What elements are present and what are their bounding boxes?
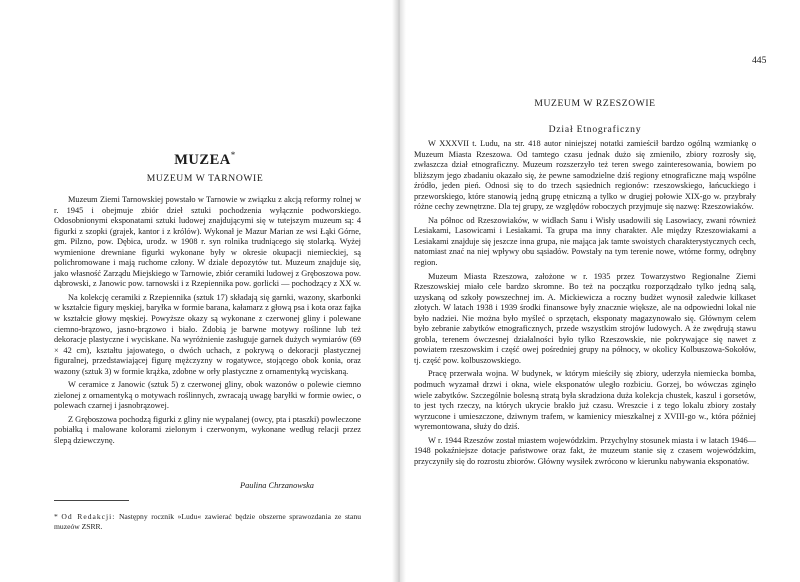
tarnow-article xyxy=(54,195,361,447)
paragraph: W r. 1944 Rzeszów został miastem wojewódzkim. Przychylny stosunek miasta i w latach 1946—1948 pokaźniejsze dotacje państwowe oraz fakt, że muzeum stanie się z czasem wojewódzkim, przyczyniły się do rozrostu zbiorów. Główny wysiłek zwrócono w kierunku nabywania eksponatów. xyxy=(414,435,756,466)
paragraph: Muzeum Ziemi Tarnowskiej powstało w Tarnowie w związku z akcją reformy rolnej w r. 1945 i obejmuje zbiór dzieł sztuki pochodzenia wyłącznie podworskiego. Odosobnionymi eksponatami sztuki ludowej znajdującymi się w tutejszym muzeum są: 4 figurki z szopki (grajek, kantor i z królów). Wykonał je Mazur Marian ze wsi Łąki Górne, gm. Pilzno, pow. Dębica, urodz. w 1908 r. syn rolnika trudniącego się stolarką. Wyżej wymienione drewniane figurki wykonane były w okresie okupacji niemieckiej, są polichromowane i mają ruchome człony. W dziale depozytów tut. Muzeum znajduje się, jako własność Zarządu Miejskiego w Tarnowie, zbiór ceramiki ludowej z Gręboszowa pow. dąbrowski, z Janowic pow. tarnowski i z Rzepiennika pow. gorlicki — pochodzący z XX w. xyxy=(54,195,362,289)
paragraph: Z Gręboszowa pochodzą figurki z gliny nie wypalanej (owcy, pta i ptaszki) powleczone pobiałką i malowane kolorami zielonym i czerwonym, wykonane według relacji przez ślepą dziewczynę. xyxy=(54,414,362,446)
right-page xyxy=(400,0,800,582)
footnote-divider xyxy=(54,500,129,501)
author-signature: Paulina Chrzanowska xyxy=(240,481,314,490)
museum-heading-rzeszow: MUZEUM W RZESZOWIE xyxy=(534,98,656,109)
page-number: 445 xyxy=(752,55,767,66)
paragraph: W XXXVII t. Ludu, na str. 418 autor niniejszej notatki zamieścił bardzo ogólną wzmiankę o Muzeum Miasta Rzeszowa. Od tamtego czasu jednak dużo się zmieniło, zbiory rozrosły się, zwłaszcza dział etnograficzny. Muzeum rozszerzyło też teren swego zainteresowania, bowiem po bliższym jego zbadaniu okazało się, że pewne samodzielne dziś regiony etnograficzne mają wspólne źródło, jeden pień. Odnosi się to do trzech sąsiednich regionów: rzeszowskiego, łańcuckiego i przeworskiego, które stanowią jedną grupę etniczną a tylko w drugiej połowie XIX-go w. przybrały różne cechy zewnętrzne. Dla tej grupy, ze względów roboczych przyjmuje się nazwę: Rzeszowiaków. xyxy=(414,139,756,212)
paragraph: Muzeum Miasta Rzeszowa, założone w r. 1935 przez Towarzystwo Regionalne Ziemi Rzeszowskiej miało cele bardzo skromne. Bo też na początku rozporządzało tylko jedną salą, uzyskaną od szkoły powszechnej im. A. Mickiewicza a roczny budżet wynosił zaledwie kilkaset złotych. W latach 1938 i 1939 środki finansowe były znacznie większe, ale na odpowiedni lokal nie było nadziei. Nie można było myśleć o sprzętach, eksponaty magazynowało się. Głównym celem było zebranie zabytków etnograficznych, przede wszystkim strojów ludowych. A że zwędrują stawu grobla, terenem ówczesnej działalności było tylko Rzeszowskie, nie pokrywające się nawet z powiatem rzeszowskim i część owej pośredniej grupy na północy, w okolicy Kolbuszowa-Sokołów, tj. część pow. kolbuszowskiego. xyxy=(414,271,756,365)
footnote xyxy=(54,512,361,531)
footnote-mark: * xyxy=(54,512,58,521)
paragraph: Na kolekcję ceramiki z Rzepiennika (sztuk 17) składają się garnki, wazony, skarbonki w kształcie figury męskiej, baryłka w formie barana, kałamarz z głową psa i kota oraz fajka w kształcie głowy męskiej. Powyższe okazy są wykonane z czerwonej gliny i polewane ciemno-brązowo, jasno-brązowo i biało. Zdobią je barwne motywy roślinne lub też dekoracje plastyczne i wyciskane. Na wyróżnienie zasługuje garnek dużych wymiarów (69 × 42 cm), kształtu jajowatego, o dwóch uchach, z pokrywą o dekoracji plastycznej figuralnej, przedstawiającej figurę mężczyzny w rogatywce, stojącego obok konia, oraz wazony (sztuk 3) w formie krążka, zdobne w orły plastyczne z ornamentyką wyciskaną. xyxy=(54,292,361,376)
footnote-text: Następny rocznik »Ludu« zawierać będzie obszerne sprawozdania ze stanu muzeów ZSRR. xyxy=(54,512,361,531)
paragraph: Na północ od Rzeszowiaków, w widłach Sanu i Wisły usadowili się Lasowiacy, zwani również Lesiakami, Lasowicami i Lesiakami. Ta grupa ma inny charakter. Ale między Rzeszowiakami a Lesiakami znajduje się jeszcze inna grupa, nie mająca jak tamte swoistych charakterystycznych cech, natomiast znać na niej wpływy obu sąsiadów. Powstały na tym terenie nowe, wtórne formy, odrębny region. xyxy=(414,215,756,268)
paragraph: Pracę przerwała wojna. W budynek, w którym mieściły się zbiory, uderzyła niemiecka bomba, podmuch wyzamał drzwi i okna, wiele eksponatów uległo rozbiciu. Gorzej, bo wówczas zginęło wiele zabytków. Szczególnie bolesną stratą była skradziona duża kolekcja chustek, kaszul i gorsetów, to jest tych rzeczy, na których ukrycie brakło już czasu. Wreszcie i z tego lokalu zbiory zostały wyrzucone i umieszczone, dziwnym trafem, w kamienicy mieszkalnej z XVIII-go w., która później wyremontowana, służy do dziś. xyxy=(414,369,756,432)
section-title: MUZEA* xyxy=(174,150,236,168)
rzeszow-article xyxy=(414,139,756,467)
department-heading: Dział Etnograficzny xyxy=(548,124,642,135)
museum-heading-tarnow: MUZEUM W TARNOWIE xyxy=(146,173,264,184)
footnote-label: Od Redakcji: xyxy=(61,512,116,521)
paragraph: W ceramice z Janowic (sztuk 5) z czerwonej gliny, obok wazonów o polewie ciemno zielonej z ornamentyką o motywach roślinnych, zwracają uwagę baryłki w formie owiec, o polewach czarnej i jasnobrązowej. xyxy=(54,380,361,411)
